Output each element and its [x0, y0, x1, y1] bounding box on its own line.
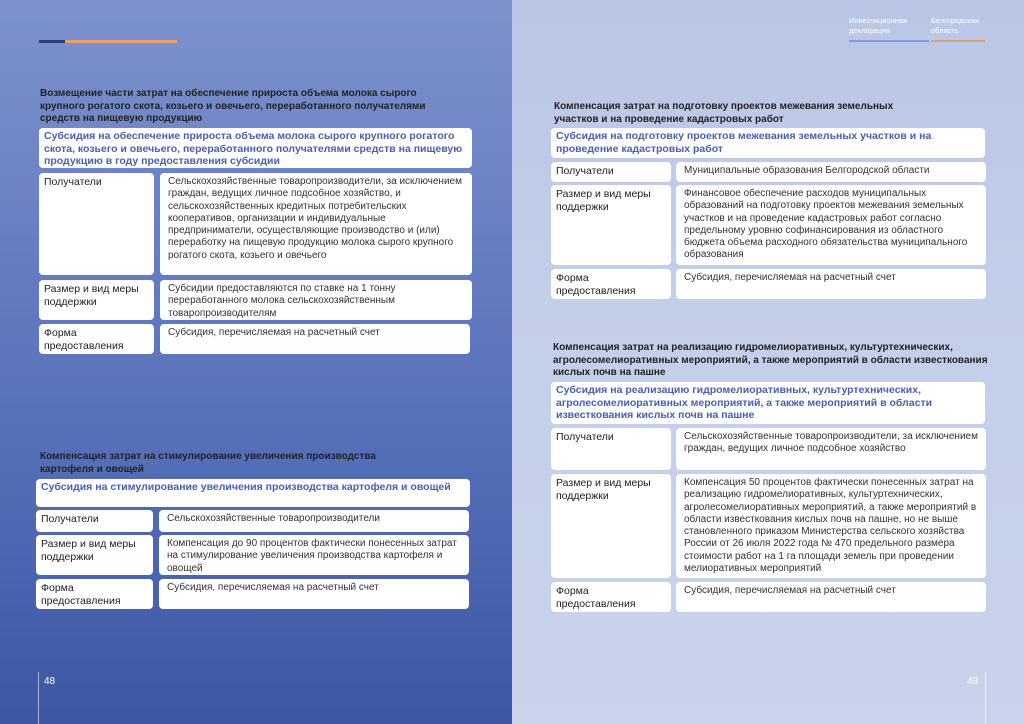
decor-bar-orange	[65, 40, 177, 43]
decor-bar-orange	[931, 40, 985, 42]
recipients-value: Сельскохозяйственные товаропроизводители, за исключением граждан, ведущих личное подсобное хозяйство, и сельскохозяйственных кредитных потребительских кооперативов, организации и индивидуальные предприниматели, осуществляющие производство и (или) переработку на пищевую продукцию молока сырого крупного рогатого скота, козьего и овечьего	[160, 173, 472, 275]
form-value: Субсидия, перечисляемая на расчетный счет	[676, 582, 986, 612]
support-size-label: Размер и вид меры поддержки	[39, 280, 154, 320]
decor-bar-dark	[39, 40, 65, 43]
right-page	[512, 0, 1024, 724]
header-label-declaration: Инвестиционная декларация	[849, 16, 908, 35]
section-title: Компенсация затрат на подготовку проектов межевания земельных участков и на проведение кадастровых работ	[554, 101, 894, 125]
support-size-label: Размер и вид меры поддержки	[551, 474, 671, 578]
page-margin-line	[38, 672, 39, 724]
recipients-value: Сельскохозяйственные товаропроизводители	[159, 510, 469, 532]
recipients-label: Получатели	[551, 428, 671, 470]
section-title: Возмещение части затрат на обеспечение прироста объема молока сырого крупного рогатого скота, козьего и овечьего, переработанного получателями средств на пищевую продукцию	[40, 88, 426, 124]
recipients-value: Сельскохозяйственные товаропроизводители, за исключением граждан, ведущих личное подсобное хозяйство	[676, 428, 986, 470]
recipients-label: Получатели	[551, 162, 671, 182]
subsidy-heading: Субсидия на стимулирование увеличения производства картофеля и овощей	[36, 479, 470, 507]
form-label: Форма предоставления	[551, 269, 671, 299]
page-number: 48	[44, 676, 56, 687]
support-size-label: Размер и вид меры поддержки	[551, 185, 671, 265]
recipients-label: Получатели	[36, 510, 153, 532]
support-size-value: Субсидии предоставляются по ставке на 1 тонну переработанного молока сельскохозяйственным товаропроизводителям	[160, 280, 472, 320]
form-value: Субсидия, перечисляемая на расчетный счет	[676, 269, 986, 299]
subsidy-heading: Субсидия на обеспечение прироста объема молока сырого крупного рогатого скота, козьего и овечьего, переработанного получателями средств на пищевую продукцию в году предоставления субсидии	[39, 128, 472, 168]
section-title: Компенсация затрат на реализацию гидромелиоративных, культуртехнических, агролесомелиоративных мероприятий, а также мероприятий в области известкования кислых почв на пашне	[553, 342, 988, 378]
support-size-label: Размер и вид меры поддержки	[36, 535, 153, 575]
header-label-region: Белгородская область	[931, 16, 979, 35]
recipients-label: Получатели	[39, 173, 154, 275]
support-size-value: Финансовое обеспечение расходов муниципальных образований на подготовку проектов межевания земельных участков и на проведение кадастровых работ согласно предельному уровню софинансирования из областного бюджета объема расходного обязательства муниципального образования	[676, 185, 986, 265]
recipients-value: Муниципальные образования Белгородской области	[676, 162, 986, 182]
form-label: Форма предоставления	[36, 579, 153, 609]
subsidy-heading: Субсидия на реализацию гидромелиоративных, культуртехнических, агролесомелиоративных мероприятий, а также мероприятий в области известкования кислых почв на пашне	[551, 382, 985, 424]
support-size-value: Компенсация 50 процентов фактически понесенных затрат на реализацию гидромелиоративных, культуртехнических, агролесомелиоративных мероприятий, а также мероприятий в области известкования кислых почв на пашне, но не выше становленного приказом Министерства сельского хозяйства России от 26 июля 2022 года № 470 предельного размера стоимости работ на 1 га площади земель при проведении мелиоративных мероприятий	[676, 474, 986, 578]
subsidy-heading: Субсидия на подготовку проектов межевания земельных участков и на проведение кадастровых работ	[551, 128, 985, 158]
page-number: 49	[967, 676, 979, 687]
decor-bar-blue	[849, 40, 929, 42]
page-margin-line	[985, 672, 986, 724]
form-label: Форма предоставления	[39, 324, 154, 354]
support-size-value: Компенсация до 90 процентов фактически понесенных затрат на стимулирование увеличения производства картофеля и овощей	[159, 535, 469, 575]
form-value: Субсидия, перечисляемая на расчетный счет	[160, 324, 470, 354]
form-label: Форма предоставления	[551, 582, 671, 612]
form-value: Субсидия, перечисляемая на расчетный счет	[159, 579, 469, 609]
section-title: Компенсация затрат на стимулирование увеличения производства картофеля и овощей	[40, 451, 376, 475]
